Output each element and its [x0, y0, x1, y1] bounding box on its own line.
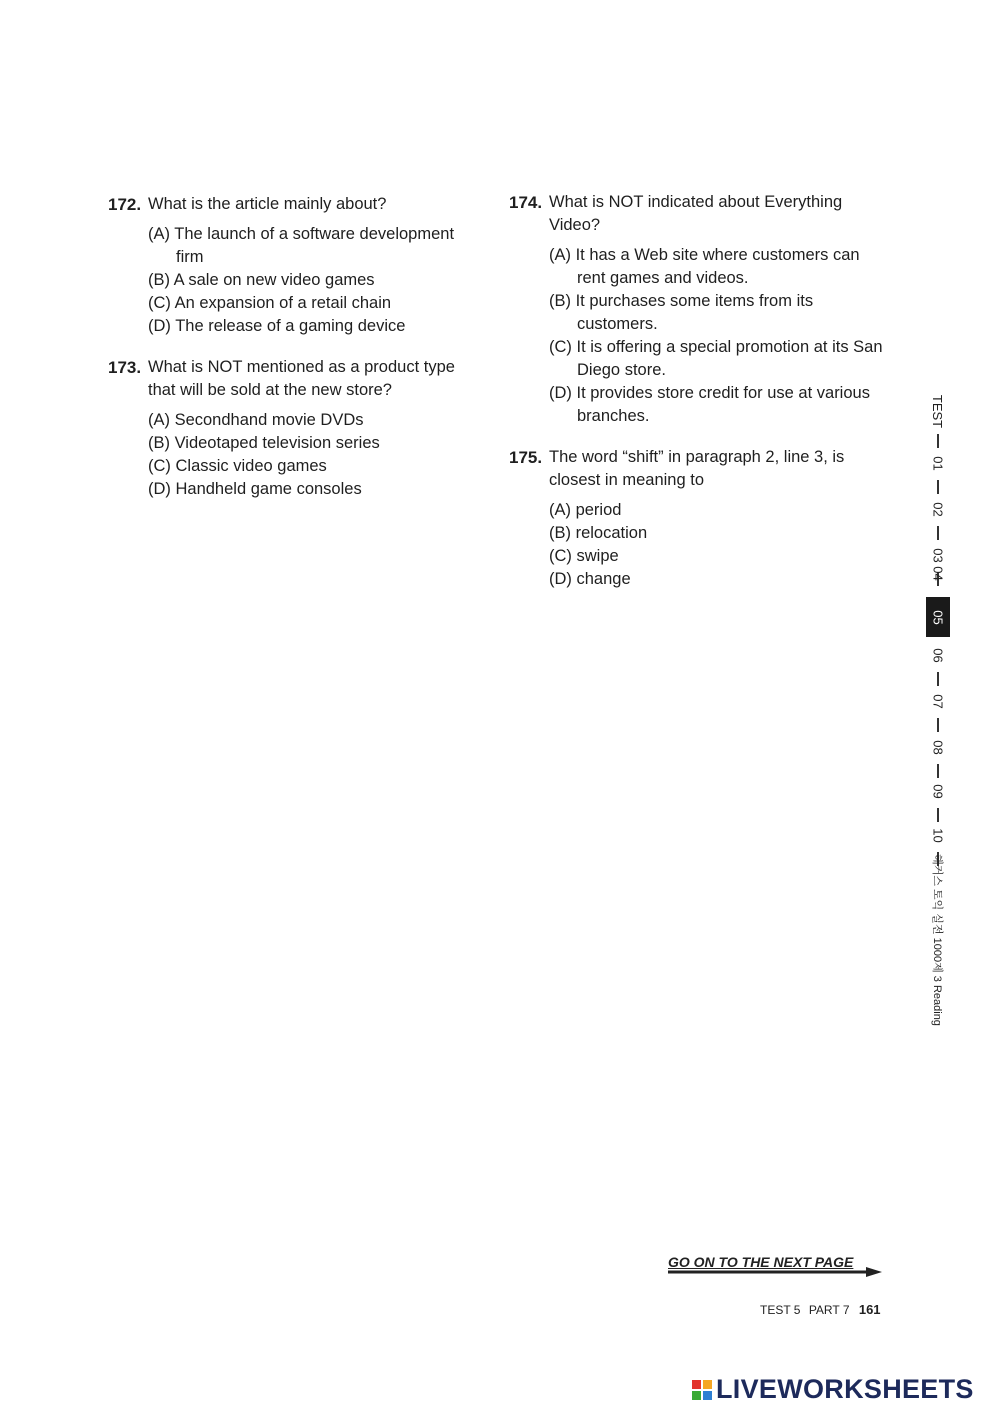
option-d: (D) It provides store credit for use at various branches.	[549, 384, 870, 425]
option-c: (C) It is offering a special promotion at its San Diego store.	[549, 338, 883, 379]
test-index-tab	[926, 390, 950, 1030]
question-number: 172.	[108, 195, 142, 214]
liveworksheets-brand	[692, 1374, 974, 1405]
left-column	[108, 193, 480, 519]
option-a: (A) period	[549, 501, 622, 519]
option-b: (B) relocation	[549, 524, 648, 542]
option-d: (D) The release of a gaming device	[148, 317, 406, 335]
tab-test-03: 03	[930, 547, 946, 563]
option-c: (C) Classic video games	[148, 457, 327, 475]
option-b: (B) A sale on new video games	[148, 271, 375, 289]
tab-test-05-active: 05	[926, 597, 950, 637]
liveworksheets-logo-icon	[692, 1380, 712, 1400]
options-list	[148, 409, 480, 501]
question-text: What is NOT indicated about Everything Video?	[549, 193, 843, 234]
right-column	[509, 191, 884, 609]
tab-test-02: 02	[930, 501, 946, 517]
option-d: (D) change	[549, 570, 631, 588]
question-172	[108, 193, 480, 338]
footer-test: TEST 5	[760, 1303, 801, 1317]
question-173	[108, 356, 480, 501]
tab-test-08: 08	[930, 739, 946, 755]
tab-test-06: 06	[930, 647, 946, 663]
footer-part: PART 7	[808, 1303, 850, 1317]
option-a: (A) The launch of a software development firm	[148, 225, 455, 266]
test-index-label: TEST	[930, 394, 946, 428]
options-list	[148, 223, 480, 338]
question-175	[509, 446, 884, 591]
question-text: What is NOT mentioned as a product type that will be sold at the new store?	[148, 358, 455, 399]
question-number: 175.	[509, 448, 543, 467]
next-page-notice: GO ON TO THE NEXT PAGE	[668, 1254, 854, 1270]
option-a: (A) It has a Web site where customers can rent games and videos.	[549, 246, 860, 287]
tab-test-07: 07	[930, 693, 946, 709]
option-c: (C) An expansion of a retail chain	[148, 294, 392, 312]
brand-name: LIVEWORKSHEETS	[716, 1374, 974, 1404]
question-174	[509, 191, 884, 428]
tab-test-09: 09	[930, 783, 946, 799]
tab-test-04-label: 04	[930, 565, 946, 581]
arrow-right-icon	[668, 1266, 884, 1278]
option-b: (B) Videotaped television series	[148, 434, 380, 452]
options-list	[549, 244, 884, 428]
question-number: 174.	[509, 193, 543, 212]
options-list	[549, 499, 884, 591]
option-c: (C) swipe	[549, 547, 619, 565]
question-text: What is the article mainly about?	[148, 195, 387, 213]
option-a: (A) Secondhand movie DVDs	[148, 411, 364, 429]
page-number: 161	[858, 1302, 881, 1317]
option-d: (D) Handheld game consoles	[148, 480, 362, 498]
book-title-vertical: 해커스 토익 실전 1000제 3 Reading	[931, 854, 944, 1026]
question-number: 173.	[108, 358, 142, 377]
tab-test-01: 01	[930, 455, 946, 471]
question-text: The word “shift” in paragraph 2, line 3, is closest in meaning to	[549, 448, 845, 489]
tab-test-10: 10	[930, 827, 946, 843]
page-footer	[760, 1302, 881, 1317]
option-b: (B) It purchases some items from its customers.	[549, 292, 814, 333]
